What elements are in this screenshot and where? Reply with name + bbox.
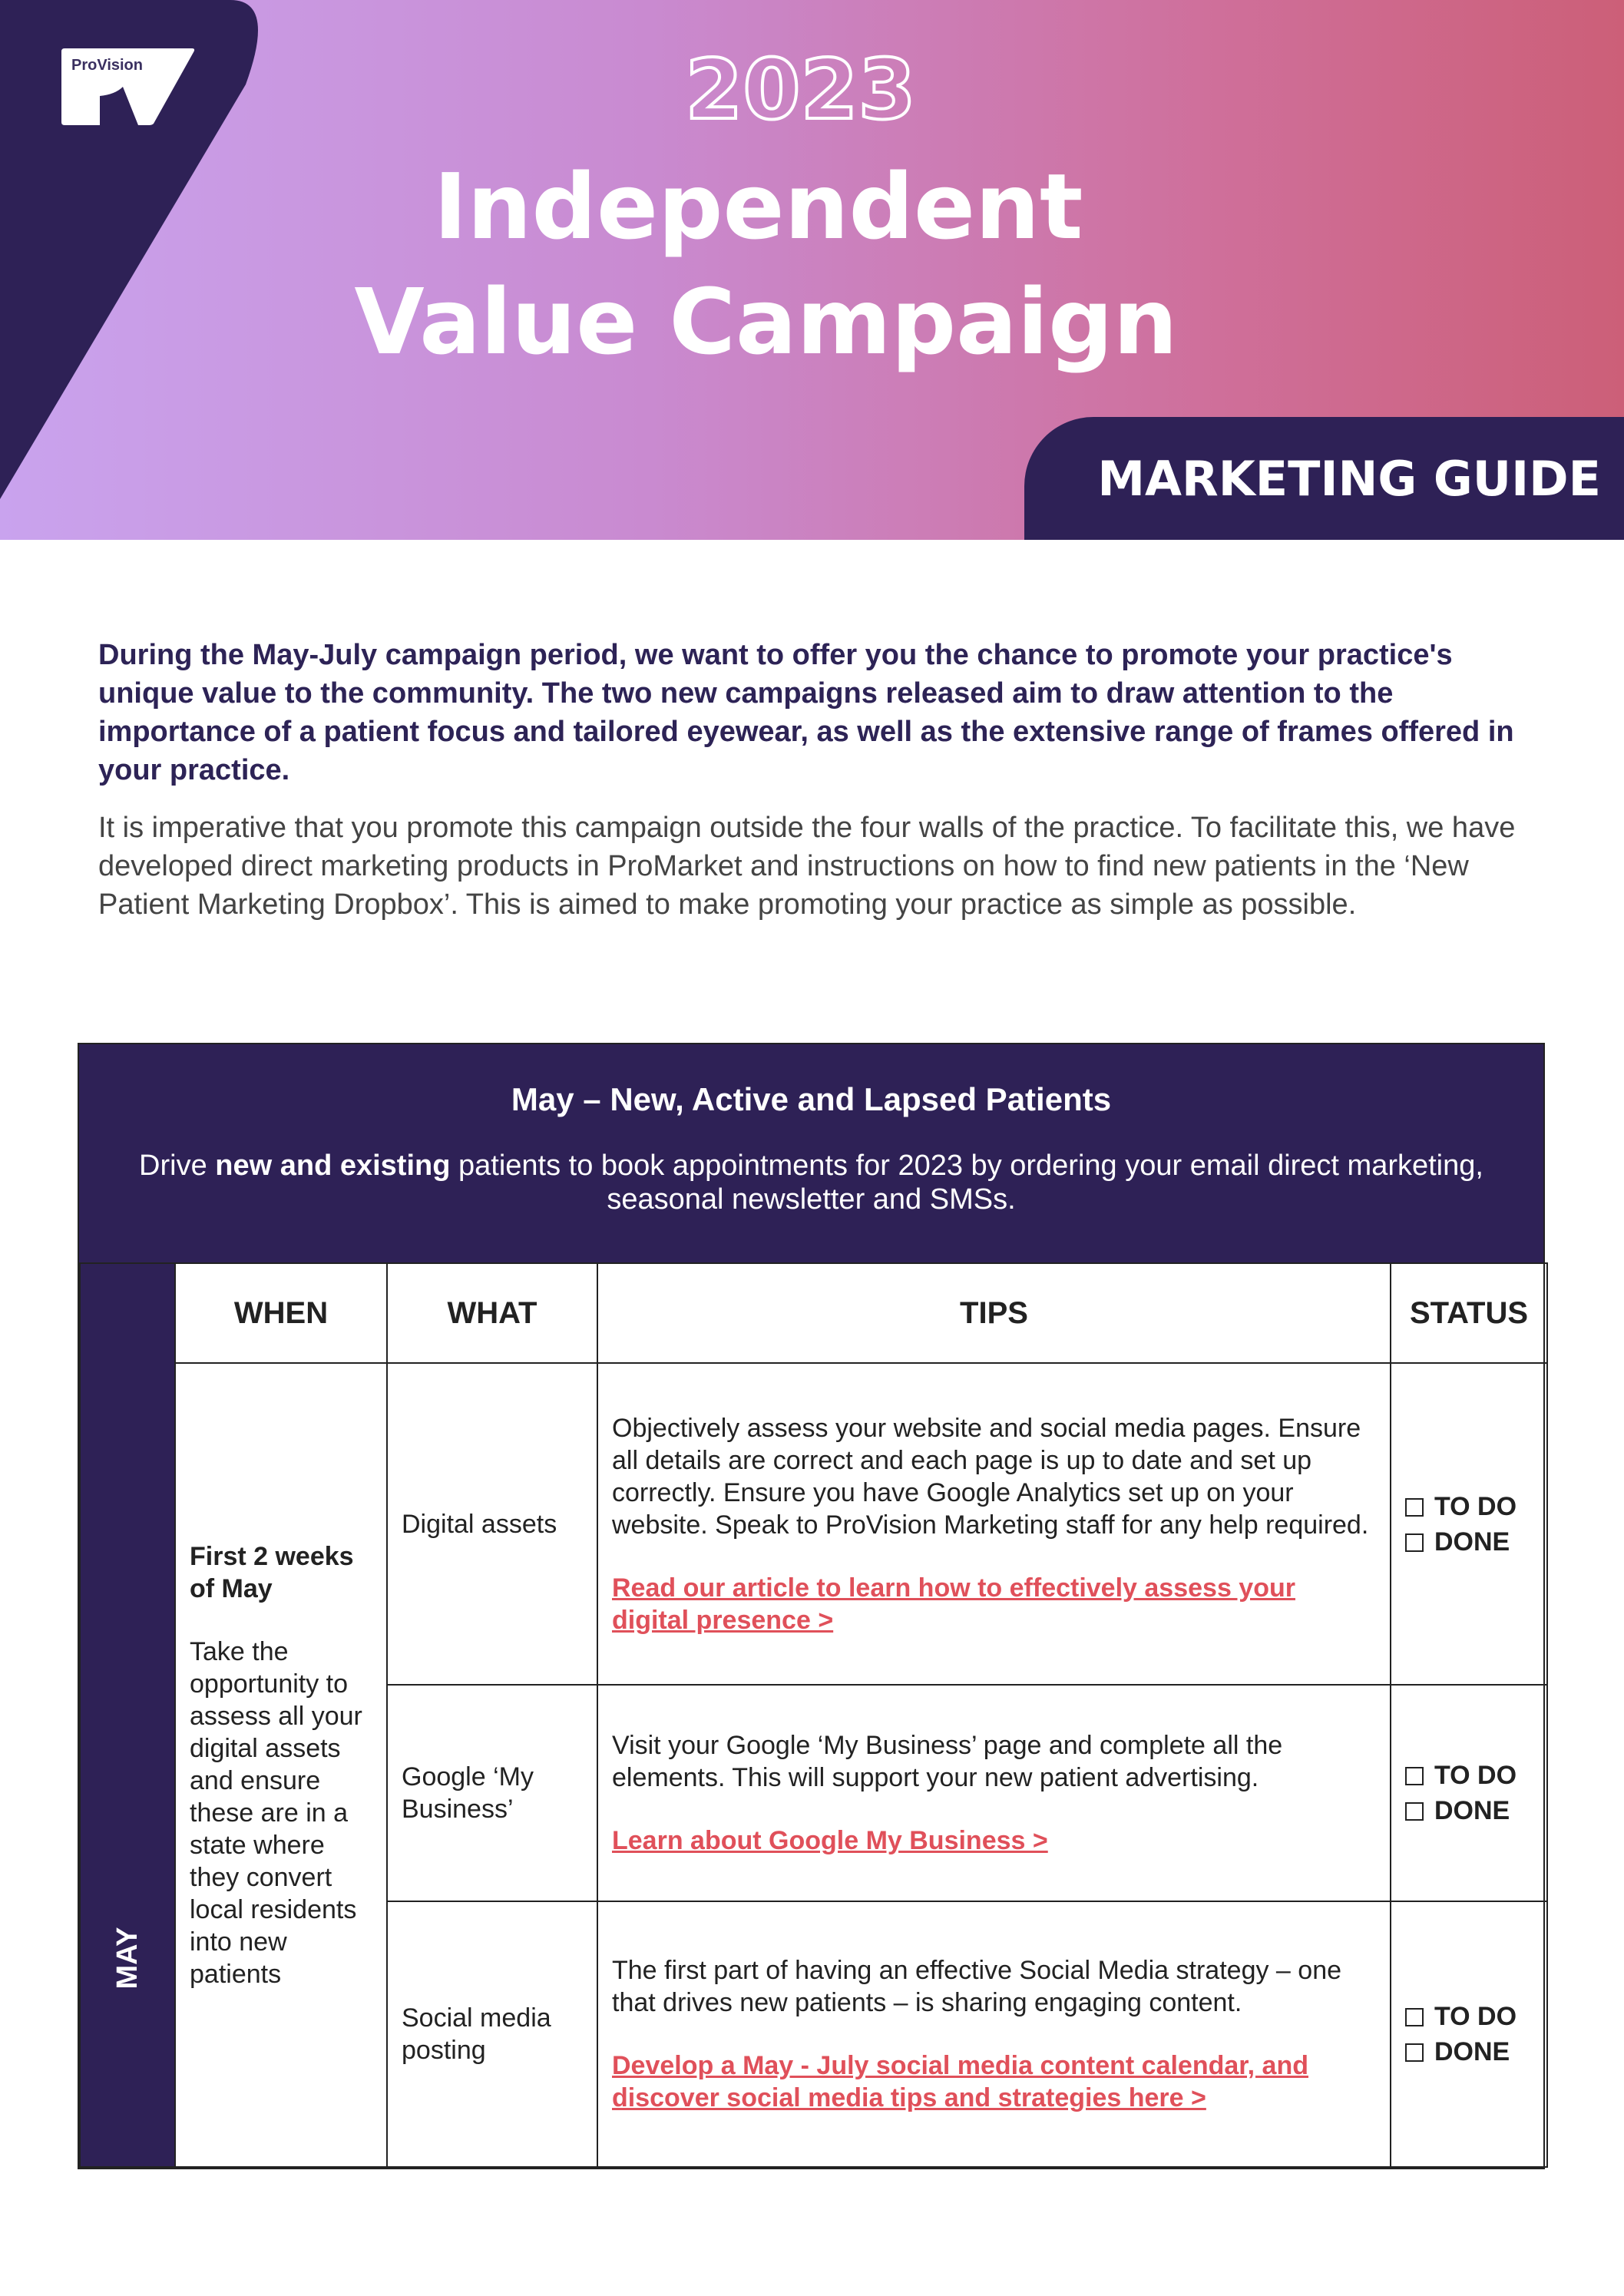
table-title: May – New, Active and Lapsed Patients xyxy=(511,1081,1112,1117)
what-cell: Google ‘My Business’ xyxy=(387,1685,597,1901)
tips-cell: Objectively assess your website and social media pages. Ensure all details are correct and each page is up to date and set up correctly. Ensure you have Google Analytics set up on your website. Speak to ProVision Marketing staff for any help required. Read our article to learn how to effectively assess your digital presence > xyxy=(597,1363,1391,1685)
intro-bold-paragraph: During the May-July campaign period, we want to offer you the chance to promote your practice's unique value to the community. The two new campaigns released aim to draw attention to the importance of a patient focus and tailored eyewear, as well as the extensive range of frames offered in your practice. xyxy=(98,639,1514,786)
todo-checkbox[interactable]: TO DO xyxy=(1405,1758,1533,1793)
intro-paragraph: It is imperative that you promote this campaign outside the four walls of the practice. To facilitate this, we have developed direct marketing products in ProMarket and instructions on how to find new patients in the ‘New Patient Marketing Dropbox’. This is aimed to make promoting your practice as simple as possible. xyxy=(98,812,1516,921)
col-what: WHAT xyxy=(387,1263,597,1363)
todo-checkbox[interactable]: TO DO xyxy=(1405,1999,1533,2034)
social-media-calendar-link[interactable]: Develop a May - July social media content calendar, and discover social media tips and strategies here > xyxy=(612,2051,1308,2112)
when-cell: First 2 weeks of May Take the opportunity to assess all your digital assets and ensure these are in a state where they convert local residents into new patients xyxy=(175,1363,387,2167)
tips-cell: The first part of having an effective Social Media strategy – one that drives new patients – is sharing engaging content. Develop a May - July social media content calendar, and discover social media tips and strategies here > xyxy=(597,1901,1391,2167)
tips-cell: Visit your Google ‘My Business’ page and complete all the elements. This will support your new patient advertising. Learn about Google My Business > xyxy=(597,1685,1391,1901)
banner-title-line2: Value Campaign xyxy=(354,269,1178,375)
status-cell xyxy=(1391,1363,1547,1685)
done-checkbox[interactable]: DONE xyxy=(1405,1524,1533,1560)
digital-presence-link[interactable]: Read our article to learn how to effectively assess your digital presence > xyxy=(612,1573,1295,1635)
status-cell xyxy=(1391,1901,1547,2167)
what-cell: Digital assets xyxy=(387,1363,597,1685)
done-checkbox[interactable]: DONE xyxy=(1405,1793,1533,1828)
marketing-guide-box xyxy=(1024,417,1624,540)
may-plan-table xyxy=(78,1043,1545,2169)
table-header-band xyxy=(79,1044,1543,1262)
col-tips: TIPS xyxy=(597,1263,1391,1363)
what-cell: Social media posting xyxy=(387,1901,597,2167)
table-row xyxy=(80,1363,1547,1685)
banner-subtitle: MARKETING GUIDE xyxy=(1097,451,1601,507)
status-cell xyxy=(1391,1685,1547,1901)
col-when: WHEN xyxy=(175,1263,387,1363)
table-subtitle: Drive new and existing patients to book appointments for 2023 by ordering your email direct marketing, seasonal newsletter and SMSs. xyxy=(139,1150,1483,1216)
header-banner xyxy=(0,0,1624,540)
google-my-business-link[interactable]: Learn about Google My Business > xyxy=(612,1826,1048,1855)
done-checkbox[interactable]: DONE xyxy=(1405,2034,1533,2069)
banner-title-line1: Independent xyxy=(433,154,1083,260)
provision-logo: ProVision xyxy=(61,48,196,125)
banner-year: 2023 xyxy=(685,42,916,138)
todo-checkbox[interactable]: TO DO xyxy=(1405,1489,1533,1524)
month-label-cell: MAY xyxy=(80,1263,175,2167)
header-row xyxy=(80,1263,1547,1363)
col-status: STATUS xyxy=(1391,1263,1547,1363)
